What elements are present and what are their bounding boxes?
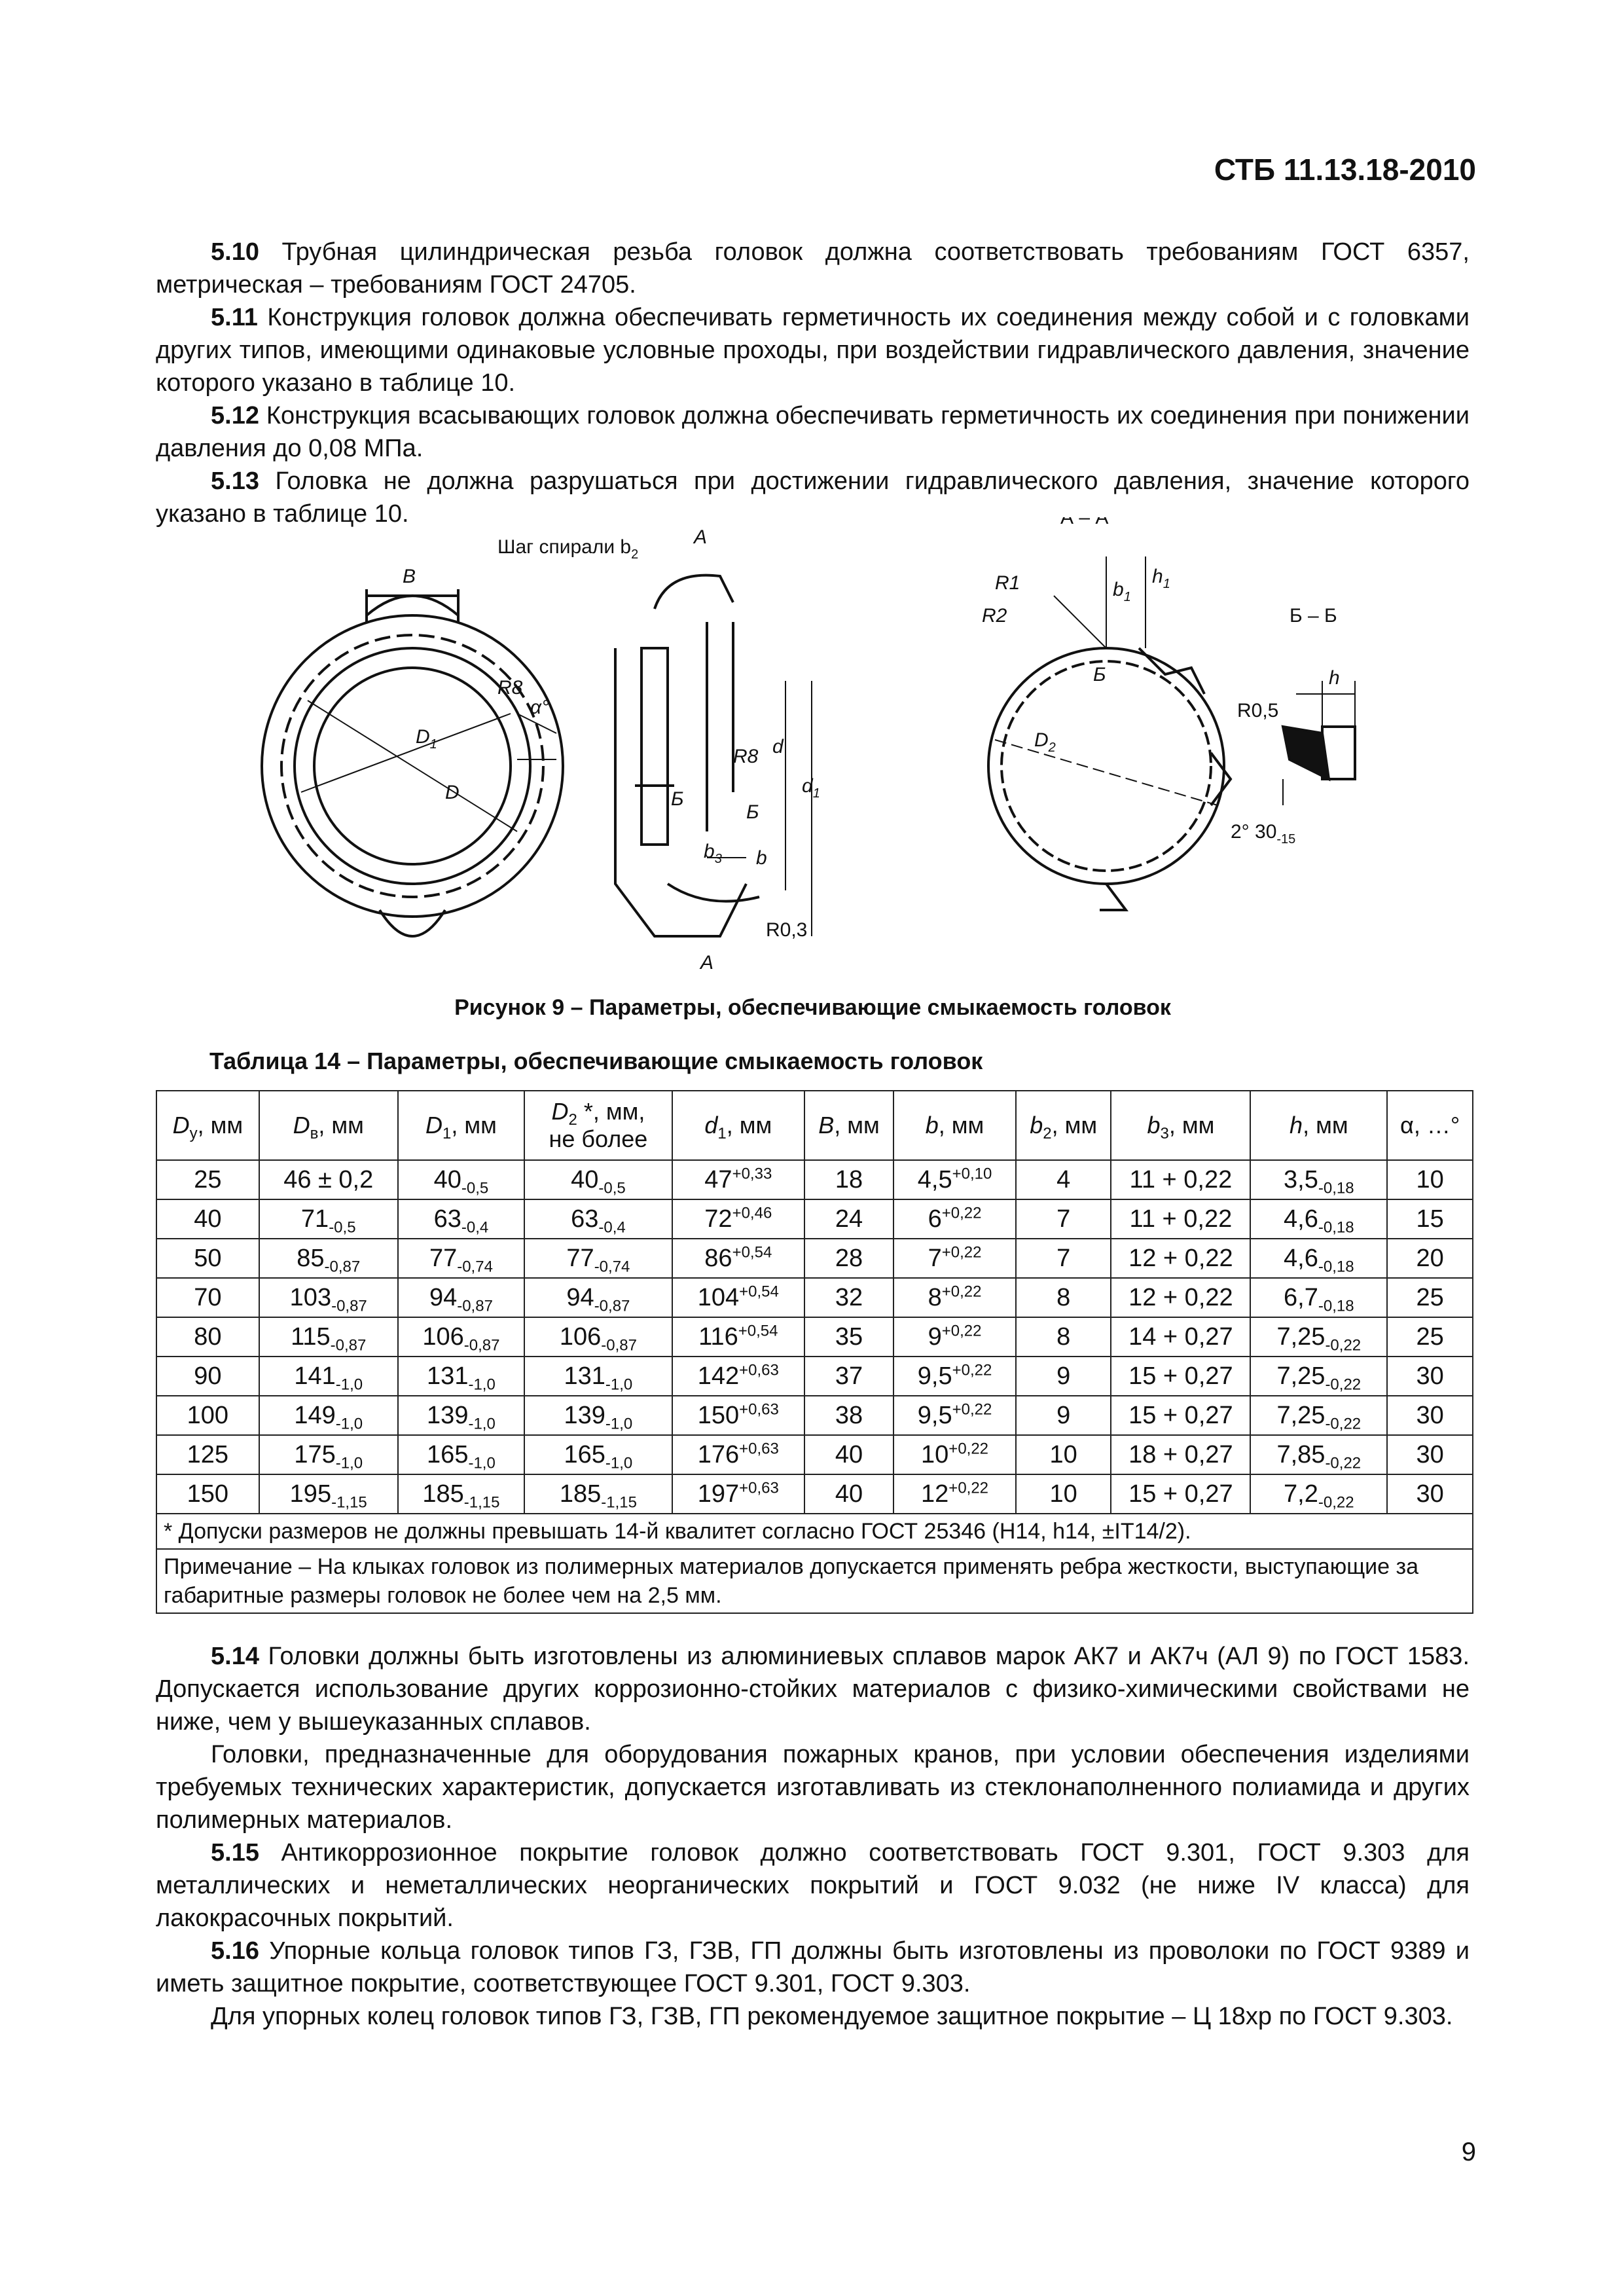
cell-dv: 46 ± 0,2: [259, 1160, 398, 1199]
cell-d2: $94_{-0,87}$: [524, 1278, 672, 1317]
cell-dv: $149_{-1,0}$: [259, 1396, 398, 1435]
table-row: [156, 1160, 1473, 1199]
cell-d1m: $185_{-1,15}$: [398, 1474, 524, 1514]
cell-b3: 12 + 0,22: [1111, 1278, 1250, 1317]
header-B: B, мм: [804, 1091, 893, 1160]
paragraph-5-16: 5.16 Упорные кольца головок типов ГЗ, ГЗВ, ГП должны быть изготовлены из проволоки по ГОСТ 9389 и иметь защитное покрытие, соответствующее ГОСТ 9.301, ГОСТ 9.303.: [156, 1937, 1470, 1997]
label-R05: R0,5: [1237, 700, 1279, 721]
cell-dd: $72^{+0,46}$: [672, 1199, 804, 1239]
parameters-table: [156, 1090, 1473, 1614]
label-d: d: [772, 736, 784, 757]
cell-b: $10^{+0,22}$: [893, 1435, 1016, 1474]
paragraphs-top: [156, 236, 1470, 530]
cell-dd: $116^{+0,54}$: [672, 1317, 804, 1357]
cell-b2: 7: [1016, 1199, 1111, 1239]
cell-dy: 25: [156, 1160, 259, 1199]
header-alpha: α, …°: [1387, 1091, 1473, 1160]
cell-d1m: $94_{-0,87}$: [398, 1278, 524, 1317]
cell-d1m: $131_{-1,0}$: [398, 1357, 524, 1396]
cell-d2: $139_{-1,0}$: [524, 1396, 672, 1435]
cell-h: $4,6_{-0,18}$: [1250, 1199, 1387, 1239]
label-angle: 2° $30_{-15}$: [1231, 821, 1296, 847]
label-D2: $D_2$: [1034, 729, 1056, 755]
cell-b: $9,5^{+0,22}$: [893, 1396, 1016, 1435]
table-note: Примечание – На клыках головок из полимерных материалов допускается применять ребра жесткости, выступающие за габаритные размеры головок не более чем на 2,5 мм.: [156, 1549, 1473, 1613]
note-row: [156, 1549, 1473, 1613]
cell-dy: 100: [156, 1396, 259, 1435]
cell-dv: $71_{-0,5}$: [259, 1199, 398, 1239]
cell-b3: 15 + 0,27: [1111, 1474, 1250, 1514]
table-row: [156, 1435, 1473, 1474]
cell-b2: 10: [1016, 1435, 1111, 1474]
cell-b2: 8: [1016, 1317, 1111, 1357]
label-A-top: A: [694, 526, 708, 548]
cell-B: 32: [804, 1278, 893, 1317]
cell-h: $7,2_{-0,22}$: [1250, 1474, 1387, 1514]
table-row: [156, 1317, 1473, 1357]
cell-dy: 40: [156, 1199, 259, 1239]
cell-b: $9,5^{+0,22}$: [893, 1357, 1016, 1396]
cell-dy: 80: [156, 1317, 259, 1357]
cell-d1m: $106_{-0,87}$: [398, 1317, 524, 1357]
section-view: [497, 526, 820, 974]
label-D1: $D_1$: [416, 726, 437, 752]
cell-b2: 10: [1016, 1474, 1111, 1514]
cell-h: $4,6_{-0,18}$: [1250, 1239, 1387, 1278]
cell-h: $6,7_{-0,18}$: [1250, 1278, 1387, 1317]
cell-dd: $150^{+0,63}$: [672, 1396, 804, 1435]
table-row: [156, 1239, 1473, 1278]
cell-b3: 11 + 0,22: [1111, 1160, 1250, 1199]
cell-b3: 15 + 0,27: [1111, 1396, 1250, 1435]
label-shag: Шаг спирали $b_2$: [497, 536, 639, 562]
cell-dd: $47^{+0,33}$: [672, 1160, 804, 1199]
cell-b2: 7: [1016, 1239, 1111, 1278]
cell-b2: 4: [1016, 1160, 1111, 1199]
cell-dv: $175_{-1,0}$: [259, 1435, 398, 1474]
cell-dy: 50: [156, 1239, 259, 1278]
cell-dv: $103_{-0,87}$: [259, 1278, 398, 1317]
paragraphs-bottom: [156, 1640, 1470, 2033]
cell-d2: $63_{-0,4}$: [524, 1199, 672, 1239]
label-D: D: [445, 782, 460, 803]
label-AA: А – А: [1060, 517, 1109, 528]
cell-b: $6^{+0,22}$: [893, 1199, 1016, 1239]
cell-dv: $115_{-0,87}$: [259, 1317, 398, 1357]
cell-a: 25: [1387, 1317, 1473, 1357]
cell-dd: $176^{+0,63}$: [672, 1435, 804, 1474]
figure-caption: Рисунок 9 – Параметры, обеспечивающие смыкаемость головок: [454, 995, 1171, 1020]
label-b1: $b_1$: [1113, 579, 1131, 604]
label-R8-front: R8: [497, 677, 523, 699]
cell-dd: $197^{+0,63}$: [672, 1474, 804, 1514]
label-R1: R1: [995, 572, 1020, 594]
cell-B: 18: [804, 1160, 893, 1199]
table-row: [156, 1357, 1473, 1396]
paragraph-5-14-cont: Головки, предназначенные для оборудования пожарных кранов, при условии обеспечения изделиями требуемых технических характеристик, допускается изготавливать из стеклонаполненного полиамида и других полимерных материалов.: [156, 1741, 1470, 1834]
cell-h: $7,85_{-0,22}$: [1250, 1435, 1387, 1474]
label-b3: $b_3$: [704, 841, 722, 866]
cell-dy: 70: [156, 1278, 259, 1317]
label-R2: R2: [982, 605, 1007, 627]
table-row: [156, 1199, 1473, 1239]
paragraph-5-14: 5.14 Головки должны быть изготовлены из алюминиевых сплавов марок АК7 и АК7ч (АЛ 9) по ГОСТ 1583. Допускается использование других коррозионно-стойких материалов с физико-химическими свойствами не ниже, чем у вышеуказанных сплавов.: [156, 1643, 1470, 1736]
cell-a: 30: [1387, 1396, 1473, 1435]
cell-d2: $106_{-0,87}$: [524, 1317, 672, 1357]
technical-drawing: [249, 517, 1401, 975]
paragraph-5-11: 5.11 Конструкция головок должна обеспечивать герметичность их соединения между собой и с головками других типов, имеющими одинаковые условные проходы, при воздействии гидравлического давления, значение которого указано в таблице 10.: [156, 304, 1470, 397]
label-h1: $h_1$: [1152, 566, 1170, 591]
section-aa: [982, 517, 1231, 910]
cell-dy: 125: [156, 1435, 259, 1474]
cell-d1m: $165_{-1,0}$: [398, 1435, 524, 1474]
header-d1-upper: $D_1$, мм: [398, 1091, 524, 1160]
label-B-small: Б: [746, 801, 759, 823]
table-header-row: [156, 1091, 1473, 1160]
cell-b: $9^{+0,22}$: [893, 1317, 1016, 1357]
cell-B: 38: [804, 1396, 893, 1435]
cell-dv: $195_{-1,15}$: [259, 1474, 398, 1514]
drawing-svg: [249, 517, 1401, 975]
label-B-small-2: Б: [671, 788, 684, 810]
cell-d2: $131_{-1,0}$: [524, 1357, 672, 1396]
cell-a: 30: [1387, 1357, 1473, 1396]
cell-B: 40: [804, 1474, 893, 1514]
cell-b: $8^{+0,22}$: [893, 1278, 1016, 1317]
cell-d1m: $63_{-0,4}$: [398, 1199, 524, 1239]
cell-b3: 14 + 0,27: [1111, 1317, 1250, 1357]
cell-dv: $141_{-1,0}$: [259, 1357, 398, 1396]
cell-d2: $40_{-0,5}$: [524, 1160, 672, 1199]
cell-dd: $104^{+0,54}$: [672, 1278, 804, 1317]
cell-b3: 12 + 0,22: [1111, 1239, 1250, 1278]
table-footnote: * Допуски размеров не должны превышать 14-й квалитет согласно ГОСТ 25346 (H14, h14, ±IT14/2).: [156, 1514, 1473, 1549]
cell-dy: 90: [156, 1357, 259, 1396]
cell-h: $3,5_{-0,18}$: [1250, 1160, 1387, 1199]
cell-a: 30: [1387, 1474, 1473, 1514]
label-B-aa: Б: [1093, 664, 1106, 685]
front-view: [262, 566, 563, 936]
table-row: [156, 1278, 1473, 1317]
cell-B: 40: [804, 1435, 893, 1474]
cell-b2: 9: [1016, 1396, 1111, 1435]
paragraph-5-13: 5.13 Головка не должна разрушаться при достижении гидравлического давления, значение которого указано в таблице 10.: [156, 467, 1470, 528]
cell-b: $7^{+0,22}$: [893, 1239, 1016, 1278]
label-BB: Б – Б: [1290, 605, 1337, 627]
label-R8-section: R8: [733, 746, 759, 767]
page-number: 9: [1461, 2138, 1476, 2166]
label-b: b: [756, 847, 767, 869]
cell-dd: $86^{+0,54}$: [672, 1239, 804, 1278]
cell-a: 25: [1387, 1278, 1473, 1317]
header-d1-lower: $d_1$, мм: [672, 1091, 804, 1160]
cell-h: $7,25_{-0,22}$: [1250, 1396, 1387, 1435]
cell-h: $7,25_{-0,22}$: [1250, 1357, 1387, 1396]
cell-b3: 11 + 0,22: [1111, 1199, 1250, 1239]
cell-d2: $77_{-0,74}$: [524, 1239, 672, 1278]
table-row: [156, 1396, 1473, 1435]
paragraph-5-10: 5.10 Трубная цилиндрическая резьба головок должна соответствовать требованиям ГОСТ 6357, метрическая – требованиям ГОСТ 24705.: [156, 238, 1470, 299]
header-d2: $D_2$ *, мм, не более: [524, 1091, 672, 1160]
header-b: b, мм: [893, 1091, 1016, 1160]
cell-h: $7,25_{-0,22}$: [1250, 1317, 1387, 1357]
paragraph-5-12: 5.12 Конструкция всасывающих головок должна обеспечивать герметичность их соединения при понижении давления до 0,08 МПа.: [156, 402, 1470, 462]
cell-B: 28: [804, 1239, 893, 1278]
cell-b: $12^{+0,22}$: [893, 1474, 1016, 1514]
label-A-bottom: A: [700, 952, 714, 974]
header-dv: $D_в$, мм: [259, 1091, 398, 1160]
cell-d1m: $40_{-0,5}$: [398, 1160, 524, 1199]
header-dy: $D_у$, мм: [156, 1091, 259, 1160]
cell-a: 20: [1387, 1239, 1473, 1278]
cell-B: 24: [804, 1199, 893, 1239]
document-code: СТБ 11.13.18-2010: [1214, 153, 1476, 187]
label-B: B: [403, 566, 416, 587]
cell-B: 35: [804, 1317, 893, 1357]
cell-d2: $165_{-1,0}$: [524, 1435, 672, 1474]
cell-dd: $142^{+0,63}$: [672, 1357, 804, 1396]
cell-d1m: $139_{-1,0}$: [398, 1396, 524, 1435]
paragraph-5-16-cont: Для упорных колец головок типов ГЗ, ГЗВ, ГП рекомендуемое защитное покрытие – Ц 18хр по ГОСТ 9.303.: [211, 2003, 1453, 2030]
label-d1: $d_1$: [802, 775, 820, 801]
table-row: [156, 1474, 1473, 1514]
cell-B: 37: [804, 1357, 893, 1396]
cell-a: 10: [1387, 1160, 1473, 1199]
cell-a: 15: [1387, 1199, 1473, 1239]
section-bb: [1231, 605, 1355, 847]
cell-b3: 15 + 0,27: [1111, 1357, 1250, 1396]
label-R03: R0,3: [766, 919, 808, 941]
cell-b3: 18 + 0,27: [1111, 1435, 1250, 1474]
header-h: h, мм: [1250, 1091, 1387, 1160]
cell-b2: 9: [1016, 1357, 1111, 1396]
label-alpha: α°: [530, 697, 550, 718]
cell-d2: $185_{-1,15}$: [524, 1474, 672, 1514]
cell-b2: 8: [1016, 1278, 1111, 1317]
cell-b: $4,5^{+0,10}$: [893, 1160, 1016, 1199]
table-body: [156, 1160, 1473, 1514]
footnote-row: [156, 1514, 1473, 1549]
cell-a: 30: [1387, 1435, 1473, 1474]
cell-dv: $85_{-0,87}$: [259, 1239, 398, 1278]
label-h: h: [1329, 667, 1340, 689]
table-caption: Таблица 14 – Параметры, обеспечивающие смыкаемость головок: [209, 1048, 983, 1074]
cell-d1m: $77_{-0,74}$: [398, 1239, 524, 1278]
header-b2: $b_2$, мм: [1016, 1091, 1111, 1160]
paragraph-5-15: 5.15 Антикоррозионное покрытие головок должно соответствовать ГОСТ 9.301, ГОСТ 9.303 для металлических и неметаллических неорганических покрытий и ГОСТ 9.032 (не ниже IV класса) для лакокрасочных покрытий.: [156, 1839, 1470, 1932]
cell-dy: 150: [156, 1474, 259, 1514]
header-b3: $b_3$, мм: [1111, 1091, 1250, 1160]
